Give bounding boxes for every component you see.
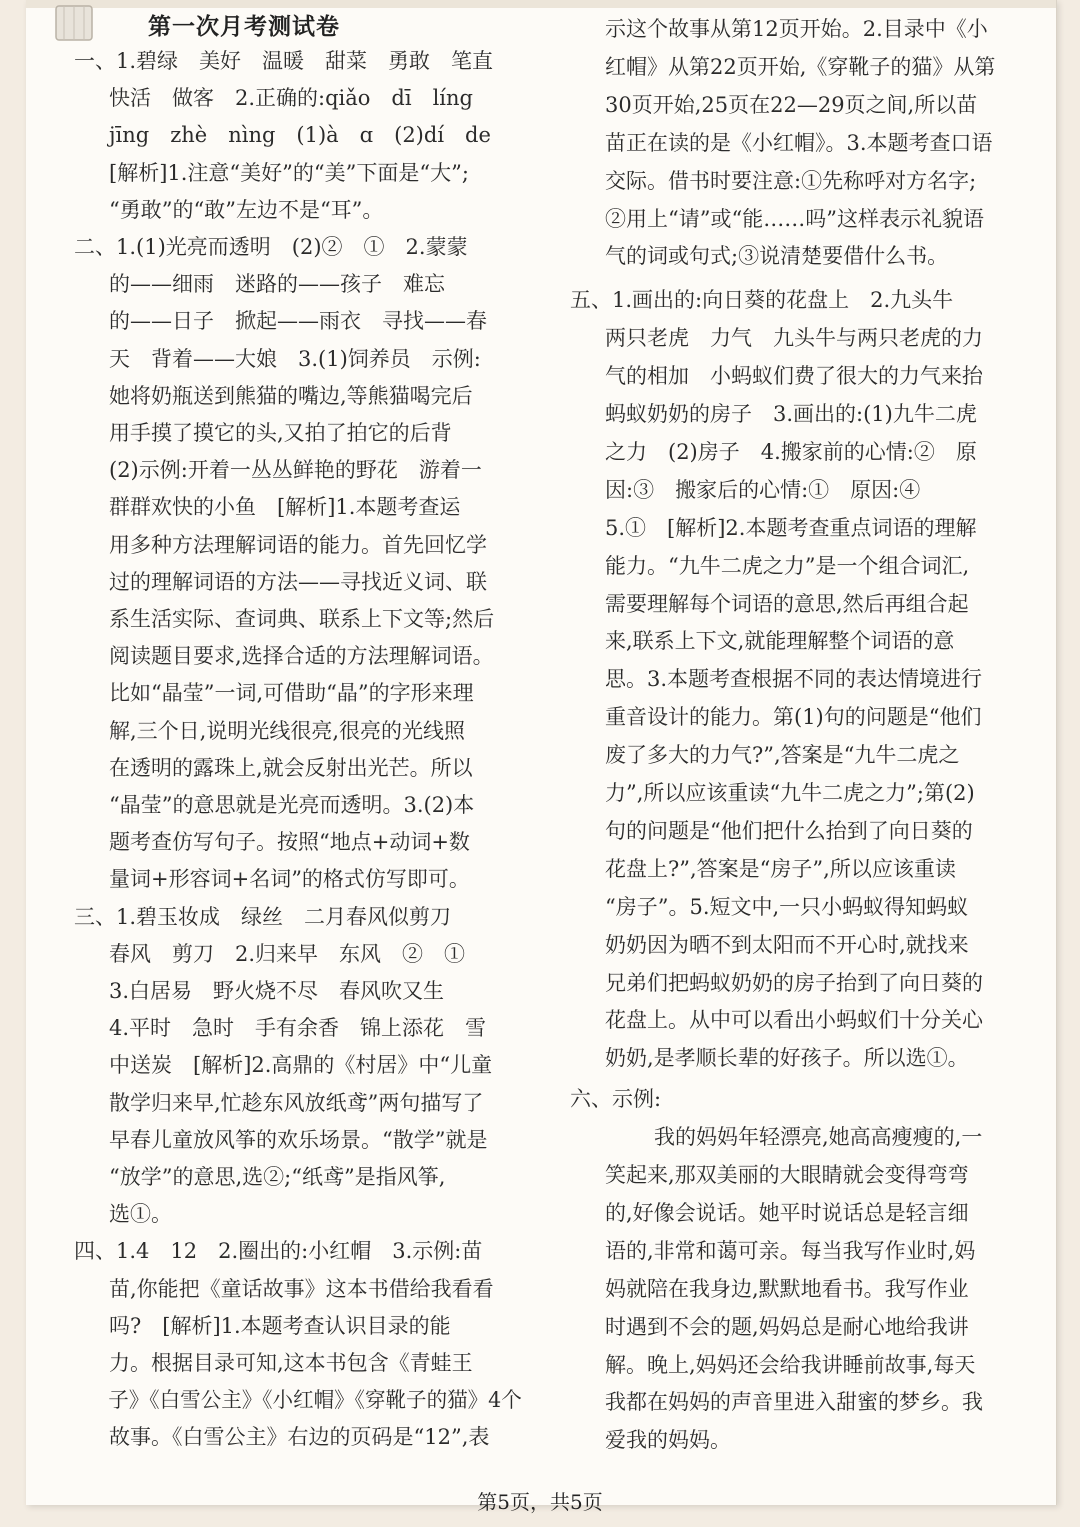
right-text-line: 奶奶因为晒不到太阳而不开心时,就找来 — [605, 932, 969, 957]
right-text-line: 思。3.本题考查根据不同的表达情境进行 — [605, 667, 983, 692]
left-text-line: 春风 剪刀 2.归来早 东风 ② ① — [109, 941, 466, 966]
right-text-line: 花盘上。从中可以看出小蚂蚁们十分关心 — [605, 1008, 983, 1033]
left-text-line: 中送炭 [解析]2.高鼎的《村居》中“儿童 — [109, 1053, 493, 1078]
right-text-line: 气的词或句式;③说清楚要借什么书。 — [605, 244, 949, 269]
left-text-line: 群群欢快的小鱼 [解析]1.本题考查运 — [109, 495, 461, 520]
right-text-line: 两只老虎 力气 九头牛与两只老虎的力 — [605, 326, 983, 351]
left-text-line: 阅读题目要求,选择合适的方法理解词语。 — [109, 644, 494, 669]
right-text-line: 5.① [解析]2.本题考查重点词语的理解 — [605, 515, 977, 540]
right-text-line: 30页开始,25页在22—29页之间,所以苗 — [605, 92, 978, 117]
left-text-line: “勇敢”的“敢”左边不是“耳”。 — [109, 197, 384, 222]
page-title: 第一次月考测试卷 — [148, 13, 340, 40]
right-text-line: 花盘上?”,答案是“房子”,所以应该重读 — [605, 856, 956, 881]
left-text-line: 用多种方法理解词语的能力。首先回忆学 — [109, 532, 487, 557]
left-text-line: 在透明的露珠上,就会反射出光芒。所以 — [109, 755, 473, 780]
left-text-line: 散学归来早,忙趁东风放纸鸢”两句描写了 — [109, 1090, 484, 1115]
binder-clip-icon — [52, 0, 96, 44]
right-text-line: 力”,所以应该重读“九牛二虎之力”;第(2) — [605, 781, 975, 805]
right-text-line: 因:③ 搬家后的心情:① 原因:④ — [605, 477, 921, 502]
right-text-line: 爱我的妈妈。 — [605, 1428, 731, 1453]
right-text-line: 交际。借书时要注意:①先称呼对方名字; — [605, 168, 977, 193]
right-text-line: 废了多大的力气?”,答案是“九牛二虎之 — [605, 743, 960, 768]
left-text-line: 3.白居易 野火烧不尽 春风吹又生 — [109, 979, 445, 1003]
left-text-line: 故事。《白雪公主》右边的页码是“12”,表 — [109, 1425, 490, 1450]
left-text-line: 解,三个日,说明光线很亮,很亮的光线照 — [109, 718, 466, 743]
left-text-line: 四、1.4 12 2.圈出的:小红帽 3.示例:苗 — [74, 1239, 483, 1264]
right-text-line: 时遇到不会的题,妈妈总是耐心地给我讲 — [605, 1314, 969, 1339]
right-text-line: 需要理解每个词语的意思,然后再组合起 — [605, 591, 969, 616]
left-text-line: 快活 做客 2.正确的:qiǎo dī líng — [109, 86, 473, 111]
right-text-line: 重音设计的能力。第(1)句的问题是“他们 — [605, 705, 982, 730]
left-text-line: 4.平时 急时 手有余香 锦上添花 雪 — [109, 1016, 487, 1041]
right-text-line: “房子”。5.短文中,一只小蚂蚁得知蚂蚁 — [605, 894, 969, 919]
left-text-line: 天 背着——大娘 3.(1)饲养员 示例: — [109, 346, 481, 371]
left-text-line: 过的理解词语的方法——寻找近义词、联 — [109, 569, 487, 594]
right-text-line: 语的,非常和蔼可亲。每当我写作业时,妈 — [605, 1238, 976, 1263]
right-text-line: 妈就陪在我身边,默默地看书。我写作业 — [605, 1276, 969, 1301]
right-text-line: 红帽》从第22页开始,《穿靴子的猫》从第 — [605, 54, 996, 79]
left-text-line: 选①。 — [109, 1202, 172, 1227]
right-text-line: 五、1.画出的:向日葵的花盘上 2.九头牛 — [570, 288, 954, 313]
left-text-line: 吗? [解析]1.本题考查认识目录的能 — [109, 1313, 451, 1338]
right-text-line: 兄弟们把蚂蚁奶奶的房子抬到了向日葵的 — [605, 970, 983, 995]
left-text-line: “放学”的意思,选②;“纸鸢”是指风筝, — [109, 1165, 446, 1189]
right-text-line: 笑起来,那双美丽的大眼睛就会变得弯弯 — [605, 1163, 969, 1187]
left-text-line: 题考查仿写句子。按照“地点+动词+数 — [109, 830, 470, 855]
left-text-line: 用手摸了摸它的头,又拍了拍它的后背 — [109, 421, 452, 445]
left-text-line: (2)示例:开着一丛丛鲜艳的野花 游着一 — [109, 458, 482, 483]
left-text-line: 早春儿童放风筝的欢乐场景。“散学”就是 — [109, 1127, 488, 1152]
right-text-line: 来,联系上下文,就能理解整个词语的意 — [605, 629, 955, 654]
right-text-line: 能力。“九牛二虎之力”是一个组合词汇, — [605, 553, 970, 578]
right-text-line: 六、示例: — [570, 1087, 662, 1112]
left-text-line: 力。根据目录可知,这本书包含《青蛙王 — [109, 1351, 473, 1375]
right-text-line: 气的相加 小蚂蚁们费了很大的力气来抬 — [605, 364, 983, 389]
left-text-line: 三、1.碧玉妆成 绿丝 二月春风似剪刀 — [74, 904, 452, 929]
right-text-line: 我的妈妈年轻漂亮,她高高瘦瘦的,一 — [654, 1125, 983, 1150]
right-text-line: ②用上“请”或“能……吗”这样表示礼貌语 — [605, 206, 984, 231]
left-text-line: 一、1.碧绿 美好 温暖 甜菜 勇敢 笔直 — [74, 49, 494, 73]
left-text-line: 的——日子 掀起——雨衣 寻找——春 — [109, 309, 487, 334]
right-text-line: 示这个故事从第12页开始。2.目录中《小 — [605, 17, 988, 41]
right-text-line: 我都在妈妈的声音里进入甜蜜的梦乡。我 — [605, 1390, 983, 1415]
right-text-line: 句的问题是“他们把什么抬到了向日葵的 — [605, 818, 973, 843]
right-text-line: 解。晚上,妈妈还会给我讲睡前故事,每天 — [605, 1352, 976, 1377]
left-text-line: 她将奶瓶送到熊猫的嘴边,等熊猫喝完后 — [109, 383, 473, 408]
left-text-line: “晶莹”的意思就是光亮而透明。3.(2)本 — [109, 793, 475, 817]
right-text-line: 蚂蚁奶奶的房子 3.画出的:(1)九牛二虎 — [605, 402, 977, 426]
left-text-line: 二、1.(1)光亮而透明 (2)② ① 2.蒙蒙 — [74, 235, 468, 259]
left-text-line: 子》《白雪公主》《小红帽》《穿靴子的猫》4个 — [108, 1388, 522, 1413]
left-text-line: [解析]1.注意“美好”的“美”下面是“大”; — [109, 160, 469, 185]
left-text-line: 系生活实际、查词典、联系上下文等;然后 — [109, 607, 495, 631]
paper-edge — [26, 0, 1056, 8]
left-text-line: 比如“晶莹”一词,可借助“晶”的字形来理 — [109, 681, 474, 706]
page-number: 第5页，共5页 — [477, 1490, 603, 1514]
left-text-line: 量词+形容词+名词”的格式仿写即可。 — [109, 867, 470, 892]
right-text-line: 的,好像会说话。她平时说话总是轻言细 — [605, 1200, 969, 1225]
left-text-line: 苗,你能把《童话故事》这本书借给我看看 — [109, 1276, 494, 1301]
left-text-line: jīng zhè nìng (1)à ɑ (2)dí de — [109, 123, 491, 148]
left-text-line: 的——细雨 迷路的——孩子 难忘 — [109, 272, 445, 297]
right-text-line: 苗正在读的是《小红帽》。3.本题考查口语 — [605, 130, 993, 155]
right-text-line: 之力 (2)房子 4.搬家前的心情:② 原 — [605, 439, 977, 464]
right-text-line: 奶奶,是孝顺长辈的好孩子。所以选①。 — [605, 1046, 969, 1071]
